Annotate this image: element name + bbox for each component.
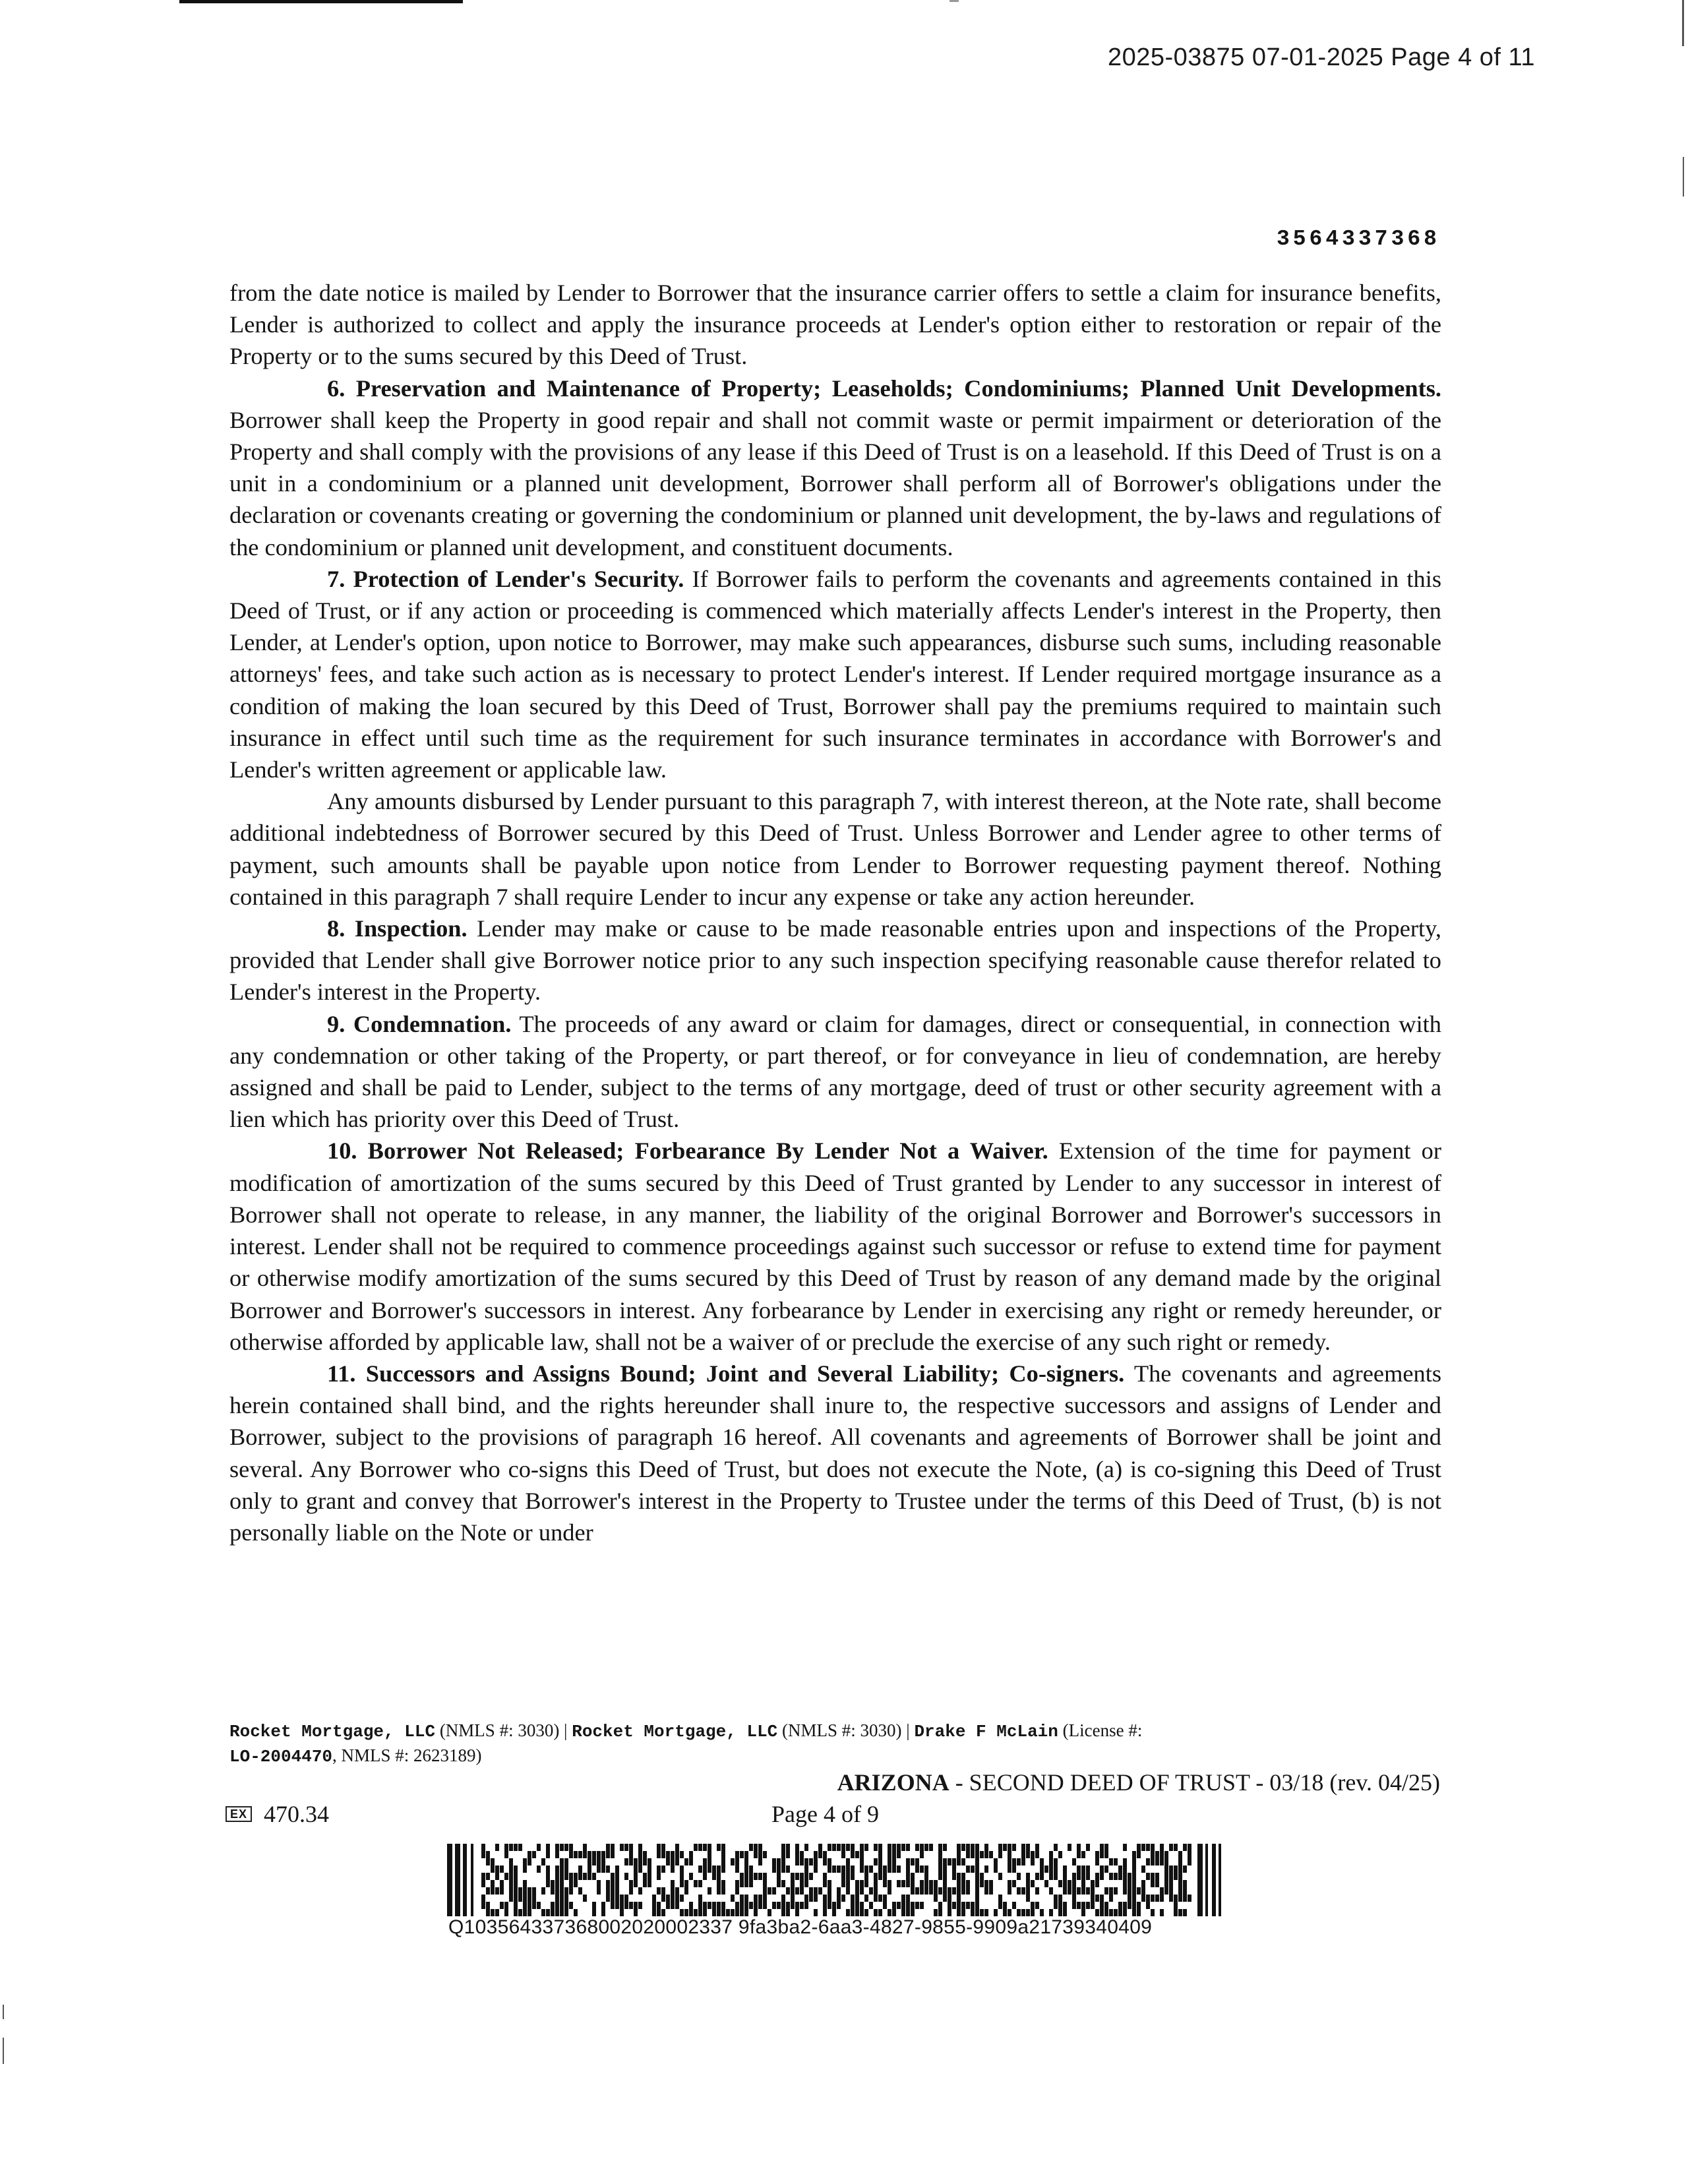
section-7 <box>229 563 1441 785</box>
form-page-number: Page 4 of 9 <box>771 1801 879 1827</box>
scan-mark <box>950 0 959 2</box>
loan-originator: Drake F McLain <box>914 1722 1058 1742</box>
section-8 <box>229 913 1441 1008</box>
form-state: ARIZONA <box>837 1769 950 1796</box>
section-8-text: Lender may make or cause to be made reasonable entries upon and inspections of the Property, provided that Lender shall give Borrower notice prior to any such inspection specifying reasonable cause therefor related to Lender's interest in the Property. <box>229 915 1442 1006</box>
section-11-text: The covenants and agreements herein contained shall bind, and the rights hereunder shall inure to, the respective successors and assigns of Lender and Borrower, subject to the provisions of paragraph 16 hereof. All covenants and agreements of Borrower shall be joint and several. Any Borrower who co-signs this Deed of Trust, but does not execute the Note, (a) is co-signing this Deed of Trust only to grant and convey that Borrower's interest in the Property to Trustee under the terms of this Deed of Trust, (b) is not personally liable on the Note or under <box>229 1360 1442 1546</box>
section-6-heading: 6. Preservation and Maintenance of Property; Leaseholds; Condominiums; Planned Unit Developments. <box>327 375 1441 402</box>
section-10-text: Extension of the time for payment or modification of amortization of the sums secured by this Deed of Trust granted by Lender to any successor in interest of Borrower shall not operate to release, in any manner, the liability of the original Borrower and Borrower's successors in interest. Lender shall not be required to commence proceedings against such successor or refuse to extend time for payment or otherwise modify amortization of the sums secured by this Deed of Trust by reason of any demand made by the original Borrower and Borrower's successors in interest. Any forbearance by Lender in exercising any right or remedy hereunder, or otherwise afforded by applicable law, shall not be a waiver of or preclude the exercise of any such right or remedy. <box>229 1138 1441 1355</box>
lender-nmls: (NMLS #: 3030) | <box>435 1720 572 1740</box>
paragraph-continued: from the date notice is mailed by Lender to Borrower that the insurance carrier offers to settle a claim for insurance benefits, Lender is authorized to collect and apply the insurance proceeds at Lender's option either to restoration or repair of the Property or to the sums secured by this Deed of Trust. <box>229 280 1441 370</box>
section-7-continued: Any amounts disbursed by Lender pursuant to this paragraph 7, with interest thereon, at the Note rate, shall become additional indebtedness of Borrower secured by this Deed of Trust. Unless Borrower and Lender agree to other terms of payment, such amounts shall be payable upon notice from Lender to Borrower requesting payment thereof. Nothing contained in this paragraph 7 shall require Lender to incur any expense or take any action hereunder. <box>229 788 1441 910</box>
form-name: - SECOND DEED OF TRUST - 03/18 (rev. 04/25) <box>949 1769 1440 1796</box>
section-9 <box>229 1008 1441 1136</box>
lender-name: Rocket Mortgage, LLC <box>229 1722 436 1742</box>
section-10 <box>229 1135 1441 1357</box>
license-number: LO-2004470 <box>229 1747 333 1767</box>
license-label: (License #: <box>1058 1720 1143 1740</box>
barcode <box>447 1844 1221 1916</box>
form-code <box>226 1800 329 1828</box>
section-10-heading: 10. Borrower Not Released; Forbearance By Lender Not a Waiver. <box>327 1138 1048 1165</box>
section-6 <box>229 373 1441 563</box>
form-title <box>837 1769 1440 1796</box>
section-8-heading: 8. Inspection. <box>327 915 467 942</box>
originator-nmls: , NMLS #: 2623189) <box>332 1745 482 1765</box>
edge-mark-left <box>3 2005 4 2019</box>
section-9-text: The proceeds of any award or claim for damages, direct or consequential, in connection with any condemnation or other taking of the Property, or part thereof, or for conveyance in lieu of condemnation, are hereby assigned and shall be paid to Lender, subject to the terms of any mortgage, deed of trust or other security agreement with a lien which has priority over this Deed of Trust. <box>229 1010 1441 1133</box>
barcode-text: Q103564337368002020002337 9fa3ba2-6aa3-4827-9855-9909a21739340409 <box>448 1916 1153 1938</box>
top-scan-bar <box>179 0 463 3</box>
document-body <box>229 277 1441 1548</box>
ex-badge-icon: EX <box>226 1806 252 1822</box>
preparer-info <box>229 1718 1449 1769</box>
section-11-heading: 11. Successors and Assigns Bound; Joint and Several Liability; Co-signers. <box>327 1360 1125 1387</box>
edge-mark-right <box>1682 0 1684 46</box>
lender-nmls-2: (NMLS #: 3030) | <box>777 1720 915 1740</box>
edge-mark-right-2 <box>1683 157 1684 197</box>
section-7-text: If Borrower fails to perform the covenants and agreements contained in this Deed of Trust, or if any action or proceeding is commenced which materially affects Lender's interest in the Property, then Lender, at Lender's option, upon notice to Borrower, may make such appearances, disburse such sums, including reasonable attorneys' fees, and take such action as is necessary to protect Lender's interest. If Lender required mortgage insurance as a condition of making the loan secured by this Deed of Trust, Borrower shall pay the premiums required to maintain such insurance in effect until such time as the requirement for such insurance terminates in accordance with Borrower's and Lender's written agreement or applicable law. <box>229 565 1441 783</box>
section-6-text: Borrower shall keep the Property in good repair and shall not commit waste or permit impairment or deterioration of the Property and shall comply with the provisions of any lease if this Deed of Trust is on a leasehold. If this Deed of Trust is on a unit in a condominium or a planned unit development, Borrower shall perform all of Borrower's obligations under the declaration or covenants creating or governing the condominium or planned unit development, the by-laws and regulations of the condominium or planned unit development, and constituent documents. <box>229 406 1441 561</box>
loan-number: 3564337368 <box>1276 227 1440 251</box>
form-code-number: 470.34 <box>264 1801 330 1827</box>
section-7-heading: 7. Protection of Lender's Security. <box>327 565 684 592</box>
edge-mark-left-2 <box>3 2038 4 2064</box>
lender-name-2: Rocket Mortgage, LLC <box>572 1722 778 1742</box>
section-9-heading: 9. Condemnation. <box>327 1010 512 1037</box>
section-11 <box>229 1358 1441 1548</box>
recording-stamp: 2025-03875 07-01-2025 Page 4 of 11 <box>1107 44 1535 71</box>
